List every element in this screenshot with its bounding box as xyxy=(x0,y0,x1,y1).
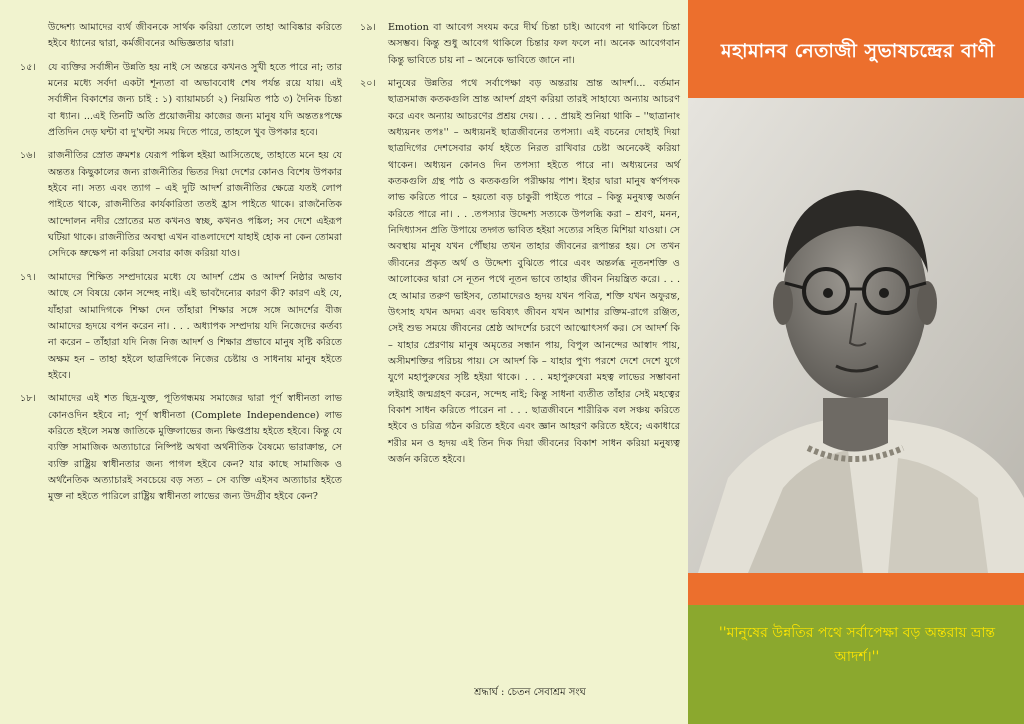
numbered-paragraph-18 xyxy=(20,391,342,505)
panel-title: মহামানব নেতাজী সুভাষচন্দ্রের বাণী xyxy=(720,40,996,62)
paragraph-number: ১৯। xyxy=(360,22,376,33)
left-text-column xyxy=(20,20,342,513)
paragraph-text: আমাদের শিক্ষিত সম্প্রদায়ের মধ্যে যে আদর্শ প্রেম ও আদর্শ নিষ্ঠার অভাব আছে সে বিষয়ে কোন সন্দেহ নাই। এই ভাবদৈন্যের কারণ কী? কারণ এই যে, যাঁহারা আমাদিগকে শিক্ষা দেন তাঁহারা শিক্ষার সঙ্গে সঙ্গে আদর্শের বীজ আমাদের হৃদয়ে বপন করেন না। . . . অধ্যাপক সম্প্রদায় যদি নিজেদের কর্তব্য না করেন – তাঁহারা যদি নিজ নিজ আদর্শ ও শিক্ষার প্রভাবে মানুষ সৃষ্টি করিতে অক্ষম হন – তাহা হইলে ছাত্রদিগকে নিজের চেষ্টায় ও সাধনায় মানুষ হইতে হইবে। xyxy=(48,271,342,381)
numbered-paragraph-17 xyxy=(20,270,342,384)
middle-text-column xyxy=(360,20,680,475)
numbered-paragraph-15 xyxy=(20,60,342,142)
paragraph-text: Emotion বা আবেগ সংযম করে দীর্ঘ চিন্তা চাই। আবেগ না থাকিলে চিন্তা অসম্ভব। কিন্তু শুধু আবেগ থাকিলে চিন্তার ফল ফলে না। অনেক আবেগবান কিন্তু ভাবিতে চায় না – অনেকে ভাবিতে জানে না। xyxy=(388,22,680,66)
orange-band xyxy=(688,573,1024,605)
paragraph-number: ১৫। xyxy=(20,61,36,73)
numbered-paragraph-19 xyxy=(360,20,680,69)
paragraph-text: আমাদের এই শত ছিদ্র-যুক্ত, পূতিগন্ধময় সমাজের দ্বারা পূর্ণ স্বাধীনতা লাভ কোনওদিন হইবে না; পূর্ণ স্বাধীনতা (Complete Independence) লাভ করিতে হইলে সমস্ত জাতিকে মুক্তিলাভের জন্য ক্ষিপ্তপ্রায় হইতে হইবে। কিন্তু যে ব্যক্তি সামাজিক অত্যাচারে নিষ্পিষ্ট অথবা অর্থনীতিক বৈষম্যে ভারাক্রান্ত, সে ব্যক্তি রাষ্ট্রিয় স্বাধীনতার জন্য পাগল হইবে কেন? যার কাছে সামাজিক ও অর্থনৈতিক অত্যাচারই সবচেয়ে বড় সত্য – সে ব্যক্তি এইসব অত্যাচার হইতে মুক্ত না হইতে পারিলে রাষ্ট্রিয় স্বাধীনতা লাভের জন্য উদগ্রীব হইবে কেন? xyxy=(48,393,342,503)
paragraph-number: ২০। xyxy=(360,78,376,90)
paragraph-continued xyxy=(20,20,342,53)
portrait-illustration xyxy=(688,98,1024,573)
paragraph-text: উদ্দেশ্য আমাদের ব্যর্থ জীবনকে সার্থক করিয়া তোলে তাহা আবিষ্কার করিতে হইবে ধ্যানের দ্বারা, কর্মজীবনের অভিজ্ঞতার দ্বারা। xyxy=(48,22,342,50)
numbered-paragraph-16 xyxy=(20,148,342,262)
paragraph-number: ১৮। xyxy=(20,393,36,405)
highlighted-quote: ''মানুষের উন্নতির পথে সর্বাপেক্ষা বড় অন্তরায় ভ্রান্ত আদর্শ।'' xyxy=(718,625,996,665)
numbered-paragraph-20 xyxy=(360,76,680,468)
paragraph-text: যে ব্যক্তির সর্বাঙ্গীন উন্নতি হয় নাই সে অন্তরে কখনও সুখী হতে পারে না; তার মনের মধ্যে সর্বদা একটা শূন্যতা বা অভাববোধ শেষ পর্যন্ত রয়ে যায়। এই সর্বাঙ্গীন বিকাশের জন্য চাই : ১) ব্যায়ামচর্চা ২) নিয়মিত পাঠ ৩) দৈনিক চিন্তা বা ধ্যান। ...এই তিনটি অতি প্রয়োজনীয় কাজের জন্য মানুষ যদি অন্ততঃপক্ষে প্রতিদিন দেড় ঘন্টা বা দু'ঘন্টা সময় দিতে পারে, তাহলে খুব উপকার হবে। xyxy=(48,61,342,139)
paragraph-text: মানুষের উন্নতির পথে সর্বাপেক্ষা বড় অন্তরায় ভ্রান্ত আদর্শ।... বর্তমান ছাত্রসমাজ কতকগুলি ভ্রান্ত আদর্শ গ্রহণ করিয়া তারই সাহায্যে অন্যায় আচরণ করে এবং অন্যায় আচরণের প্রশ্রয় দেয়। . . . প্রায়ই শুনিয়া থাকি – ''ছাত্রানাং অধ্যয়নং তপঃ'' – অধ্যয়নই ছাত্রজীবনের তপস্যা। এই বচনের দোহাই দিয়া ছাত্রদিগের দেশসেবার কার্য হইতে নিরত রাখিবার চেষ্টা অনেকেই করিয়া থাকেন। অধ্যয়ন কোনও দিন তপস্যা হইতে পারে না। অধ্যয়নের অর্থ কতকগুলি গ্রন্থ পাঠ ও কতকগুলি পরীক্ষায় পাশ। ইহার দ্বারা মানুষ স্বর্ণপদক লাভ করিতে পারে – হয়তো বড় চাকুরী পাইতে পারে – কিন্তু মনুষ্যত্ব অর্জন করিতে পারে না। . . .তপস্যার উদ্দেশ্য সত্যকে উপলব্ধি করা – শ্রবণ, মনন, নিদিধ্যাসন প্রতি উপায়ে তদ্গত ভাবিত হইয়া সত্যের সহিত মিশিয়া যাওয়া। সে অবস্থায় মানুষ যখন পৌঁছায় তখন তাহার জীবনের রূপান্তর হয়। সে তখন জীবনের প্রকৃত অর্থ ও উদ্দেশ্য বুঝিতে পারে এবং অন্তর্লব্ধ নূতনশক্তি ও আলোকের দ্বারা সে নূতন পথে নূতন ভাবে তাহার জীবন নিয়ন্ত্রিত করে। . . . হে আমার তরুণ ভাইসব, তোমাদেরও হৃদয় যখন পবিত্র, শক্তি যখন অফুরন্ত, উৎসাহ যখন অদম্য এবং ভবিষ্যৎ জীবন যখন আশার রক্তিম-রাগে রঞ্জিত, সেই শুভ সময়ে জীবনের শ্রেষ্ঠ আদর্শের চরণে আত্মোৎসর্গ কর। সে আদর্শ কি – যাহার প্রেরণায় মানুষ অমৃতের সন্ধান পায়, বিপুল আনন্দের আস্বাদ পায়, অসীমশক্তির পরিচয় পায়। সে আদর্শ কি – যাহার পুণ্য পরশে দেশে দেশে যুগে যুগে মহাপুরুষের সৃষ্টি হইয়া থাকে। . . . মহাপুরুষেরা মহত্ব লাভের সম্ভাবনা লইয়াই জন্মগ্রহণ করেন, সন্দেহ নাই; কিন্তু সাধনা ব্যতীত তাঁহার সেই মহত্বের বিকাশ সাধন করিতে পারেন না . . . ছাত্রজীবনে শারীরিক বল সঞ্চয় করিতে হইবে ও চরিত্র গঠন করিতে হইবে এবং জ্ঞান আহরণ করিতে হইবে; একাধারে শরীর মন ও হৃদয় এই তিন দিক দিয়া জীবনের বিকাশ সাধন করিয়া মনুষ্যত্ব অর্জন করিতে হইবে। xyxy=(388,78,680,465)
paragraph-number: ১৬। xyxy=(20,150,36,162)
paragraph-text: রাজনীতির স্রোত ক্রমশঃ যেরূপ পঙ্কিল হইয়া আসিতেছে, তাহাতে মনে হয় যে অন্ততঃ কিছুকালের জন্য রাজনীতির ভিতর দিয়া দেশের কোনও বিশেষ উপকার হইবে না। সত্য এবং ত্যাগ – এই দুটি আদর্শ রাজনীতির ক্ষেত্রে যতই লোপ পাইতে থাকে, রাজনীতির কার্যকারিতা ততই হ্রাস পাইতে থাকে। রাজনৈতিক আন্দোলন নদীর স্রোতের মত কখনও স্বচ্ছ, কখনও পঙ্কিল; সব দেশে এইরূপ ঘটিয়া থাকে। রাজনীতির অবস্থা এখন বাঙলাদেশে যাহাই হোক না কেন তোমরা সেদিকে ভ্রুক্ষেপ না করিয়া সেবার কাজ করিয়া যাও। xyxy=(48,150,342,260)
paragraph-number: ১৭। xyxy=(20,271,36,283)
credit-line: শ্রদ্ধার্ঘ : চেতন সেবাশ্রম সংঘ xyxy=(474,687,586,698)
portrait-photo xyxy=(688,98,1024,573)
